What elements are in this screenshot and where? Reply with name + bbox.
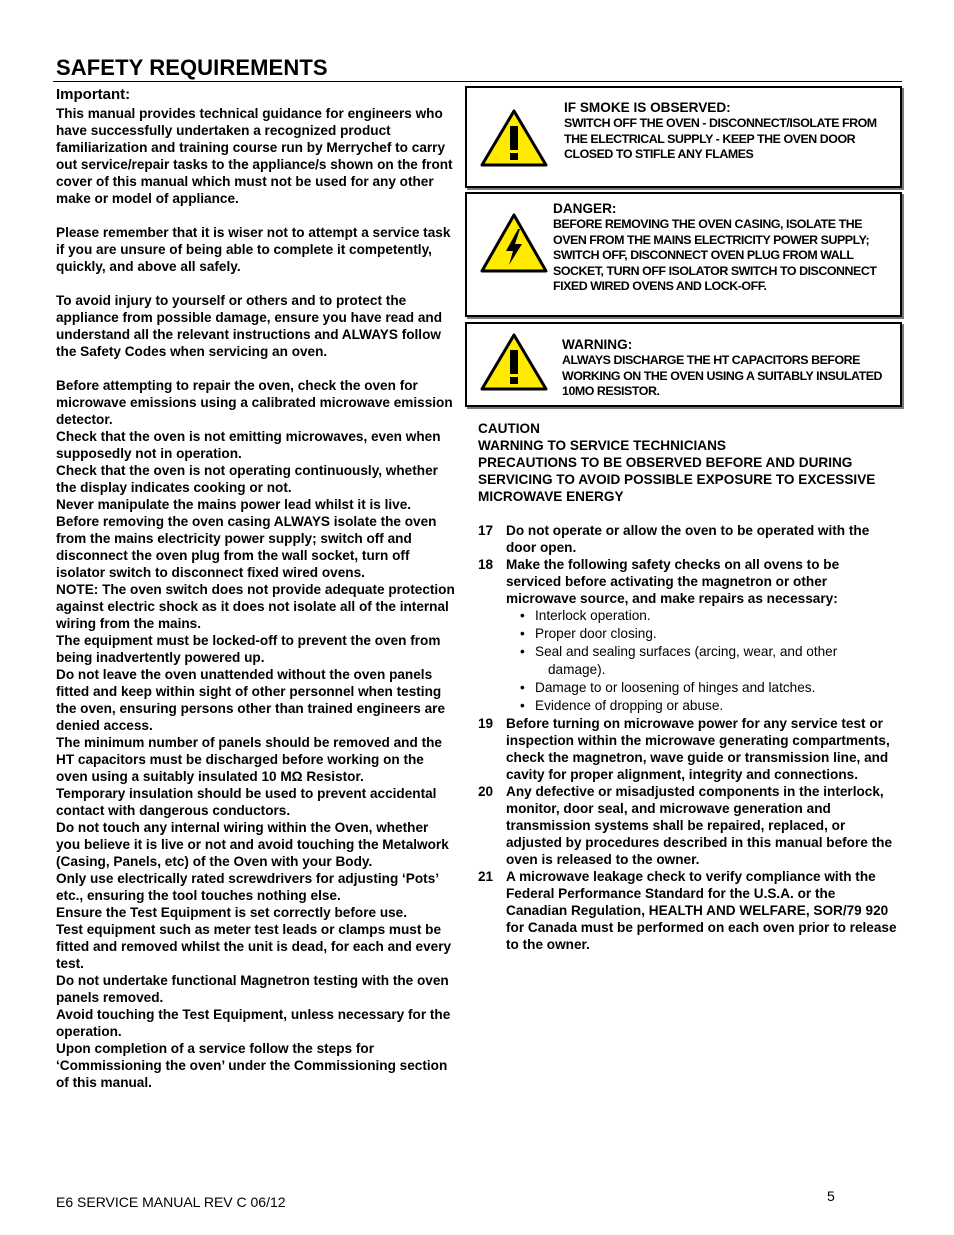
exclamation-warning-icon bbox=[480, 333, 548, 391]
check-item: • Proper door closing. bbox=[520, 625, 898, 643]
item-number: 21 bbox=[478, 869, 494, 884]
safety-instruction: Before attempting to repair the oven, check the oven for microwave emissions using a calibrated microwave emission detector. bbox=[56, 378, 453, 427]
item-number: 20 bbox=[478, 784, 494, 799]
item-text: Make the following safety checks on all ovens to be serviced before activating the magnetron or other microwave source, and make repairs as necessary: bbox=[506, 557, 840, 606]
safety-instruction: The minimum number of panels should be removed and the HT capacitors must be discharged before working on the oven using a suitably insulated 10 MΩ Resistor. bbox=[56, 735, 442, 784]
advice-paragraph: Please remember that it is wiser not to attempt a service task if you are unsure of being able to complete it competently, quickly, and above all safely. bbox=[56, 225, 451, 274]
safety-instruction: Do not leave the oven unattended without the oven panels fitted and keep within sight of other personnel when testing the oven, ensuring persons other than trained engineers are denied access. bbox=[56, 667, 446, 733]
safety-instruction: Ensure the Test Equipment is set correctly before use. bbox=[56, 905, 408, 920]
check-item: • Evidence of dropping or abuse. bbox=[520, 697, 898, 715]
manual-reference: E6 SERVICE MANUAL REV C 06/12 bbox=[56, 1194, 286, 1210]
item-number: 17 bbox=[478, 523, 494, 538]
danger-body: BEFORE REMOVING THE OVEN CASING, ISOLATE THE OVEN FROM THE MAINS ELECTRICITY POWER SUPPLY; SWITCH OFF, DISCONNECT OVEN PLUG FROM WALL SOCKET, TURN OFF ISOLATOR SWITCH TO DISCONNECT FIXED WIRED OVENS AND LOCK-OFF. bbox=[553, 217, 877, 293]
smoke-body: SWITCH OFF THE OVEN - DISCONNECT/ISOLATE FROM THE ELECTRICAL SUPPLY - KEEP THE OVEN DOOR CLOSED TO STIFLE ANY FLAMES bbox=[564, 116, 877, 161]
list-item bbox=[478, 522, 898, 556]
check-item bbox=[520, 643, 898, 679]
safety-instruction: Avoid touching the Test Equipment, unless necessary for the operation. bbox=[56, 1007, 451, 1039]
danger-notice-box bbox=[465, 192, 902, 317]
safety-instruction: Check that the oven is not emitting microwaves, even when supposedly not in operation. bbox=[56, 429, 441, 461]
item-number: 19 bbox=[478, 716, 494, 731]
safety-instruction: Do not touch any internal wiring within the Oven, whether you believe it is live or not and avoid touching the Metalwork (Casing, Panels, etc) of the Oven with your Body. bbox=[56, 820, 449, 869]
exclamation-warning-icon bbox=[480, 109, 548, 167]
safety-instruction: Do not undertake functional Magnetron testing with the oven panels removed. bbox=[56, 973, 449, 1005]
smoke-heading: IF SMOKE IS OBSERVED: bbox=[564, 100, 731, 115]
item-text: Do not operate or allow the oven to be operated with the door open. bbox=[506, 523, 870, 555]
page-title: SAFETY REQUIREMENTS bbox=[56, 55, 328, 80]
warning-body: ALWAYS DISCHARGE THE HT CAPACITORS BEFORE WORKING ON THE OVEN USING A SUITABLY INSULATED 10MO RESISTOR. bbox=[562, 353, 883, 398]
list-item bbox=[478, 783, 898, 868]
danger-heading: DANGER: bbox=[553, 201, 617, 216]
list-item bbox=[478, 556, 898, 607]
intro-paragraph: This manual provides technical guidance for engineers who have successfully undertaken a recognized product familiarization and training course run by Merrychef to carry out service/repair tasks to the appliance/s shown on the front cover of this manual which must not be used for any other make or model of appliance. bbox=[56, 106, 453, 206]
safety-instruction: Before removing the oven casing ALWAYS isolate the oven from the mains electricity power supply; switch off and disconnect the oven plug from the wall socket, turn off isolator switch to disconnect fixed wired ovens. bbox=[56, 514, 437, 580]
right-column bbox=[478, 420, 898, 953]
safety-instruction: Test equipment such as meter test leads or clamps must be fitted and removed whilst the unit is dead, for each and every test. bbox=[56, 922, 452, 971]
safety-instruction: The equipment must be locked-off to prevent the oven from being inadvertently powered up. bbox=[56, 633, 441, 665]
safety-note: NOTE: The oven switch does not provide adequate protection against electric shock as it does not isolate all of the internal wiring from the mains. bbox=[56, 582, 455, 631]
item-number: 18 bbox=[478, 557, 494, 572]
list-item bbox=[478, 715, 898, 783]
caution-precautions: PRECAUTIONS TO BE OBSERVED BEFORE AND DURING SERVICING TO AVOID POSSIBLE EXPOSURE TO EXCESSIVE MICROWAVE ENERGY bbox=[478, 455, 876, 504]
page-number: 5 bbox=[827, 1188, 835, 1204]
safety-instruction: Temporary insulation should be used to prevent accidental contact with dangerous conductors. bbox=[56, 786, 437, 818]
item-text: Any defective or misadjusted components in the interlock, monitor, door seal, and microwave generation and transmission systems shall be repaired, replaced, or adjusted by procedures described in this manual before the oven is released to the owner. bbox=[506, 784, 893, 867]
safety-check-list bbox=[478, 607, 898, 715]
safety-instruction: Check that the oven is not operating continuously, whether the display indicates cooking or not. bbox=[56, 463, 438, 495]
title-underline bbox=[53, 81, 902, 82]
item-text: Before turning on microwave power for any service test or inspection within the microwave generating compartments, check the magnetron, wave guide or transmission line, and cavity for proper alignment, integrity and connections. bbox=[506, 716, 890, 782]
warning-notice-box bbox=[465, 322, 902, 407]
important-heading: Important: bbox=[56, 86, 131, 103]
item-text: A microwave leakage check to verify compliance with the Federal Performance Standard for the U.S.A. or the Canadian Regulation, HEALTH AND WELFARE, SOR/79 920 for Canada must be performed on each oven prior to release to the owner. bbox=[506, 869, 897, 952]
check-item-continuation: damage). bbox=[548, 662, 606, 677]
electric-hazard-icon bbox=[480, 213, 548, 273]
check-item: • Interlock operation. bbox=[520, 607, 898, 625]
safety-instruction: Upon completion of a service follow the steps for ‘Commissioning the oven’ under the Commissioning section of this manual. bbox=[56, 1041, 448, 1090]
caution-subheading: WARNING TO SERVICE TECHNICIANS bbox=[478, 438, 726, 453]
check-item: • Damage to or loosening of hinges and latches. bbox=[520, 679, 898, 697]
caution-heading: CAUTION bbox=[478, 421, 540, 436]
check-item-text: Seal and sealing surfaces (arcing, wear, and other bbox=[535, 644, 838, 659]
left-column bbox=[56, 86, 456, 1091]
warning-heading: WARNING: bbox=[562, 337, 633, 352]
smoke-notice-box bbox=[465, 86, 902, 188]
safety-instruction: Only use electrically rated screwdrivers for adjusting ‘Pots’ etc., ensuring the tool touches nothing else. bbox=[56, 871, 439, 903]
safety-instruction: Never manipulate the mains power lead whilst it is live. bbox=[56, 497, 412, 512]
list-item bbox=[478, 868, 898, 953]
safety-codes-paragraph: To avoid injury to yourself or others and to protect the appliance from possible damage, ensure you have read and understand all the relevant instructions and ALWAYS follow the Safety Codes when servicing an oven. bbox=[56, 293, 443, 359]
